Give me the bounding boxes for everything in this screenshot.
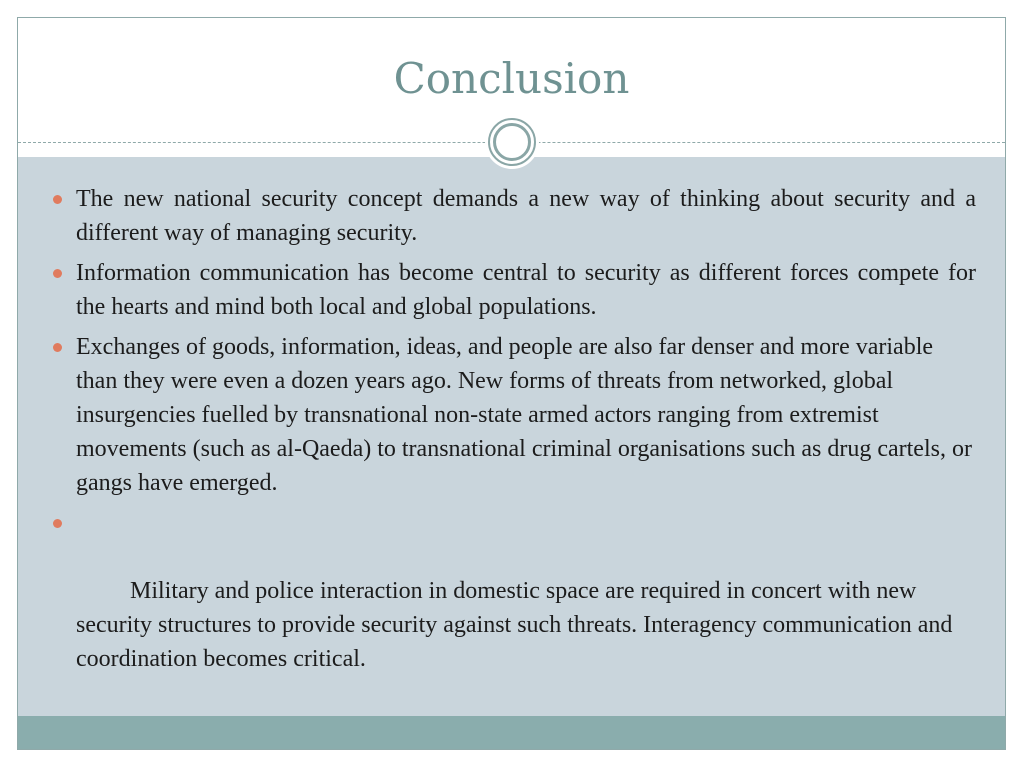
bullet-dot-icon [53, 269, 62, 278]
bullet-text: Exchanges of goods, information, ideas, and people are also far denser and more variable than they were even a dozen years ago. New forms of threats from networked, global insurgencies fuelled by transnational non-state armed actors ranging from extremist movements (such as al-Qaeda) to transnational criminal organisations such as drug cartels, or gangs have emerged. [76, 334, 972, 496]
bullet-dot-icon [53, 519, 62, 528]
bullet-dot-icon [53, 195, 62, 204]
bullet-item [53, 506, 976, 710]
slide-title: Conclusion [393, 54, 630, 103]
slide [17, 17, 1006, 750]
bullet-text: Information communication has become central to security as different forces compete for the hearts and mind both local and global populations. [76, 260, 976, 320]
bullet-list [53, 182, 976, 716]
content-area [18, 157, 1005, 716]
footer-band [18, 716, 1005, 750]
bullet-dot-icon [53, 343, 62, 352]
ornament-inner-ring [493, 123, 531, 161]
bullet-text: Military and police interaction in domestic space are required in concert with new security structures to provide security against such threats. Interagency communication and coordination becomes critical. [76, 578, 959, 672]
bullet-item [53, 330, 976, 500]
bullet-item [53, 256, 976, 324]
bullet-text: The new national security concept demands a new way of thinking about security and a different way of managing security. [76, 186, 976, 246]
bullet-item [53, 182, 976, 250]
double-circle-icon [485, 115, 539, 169]
